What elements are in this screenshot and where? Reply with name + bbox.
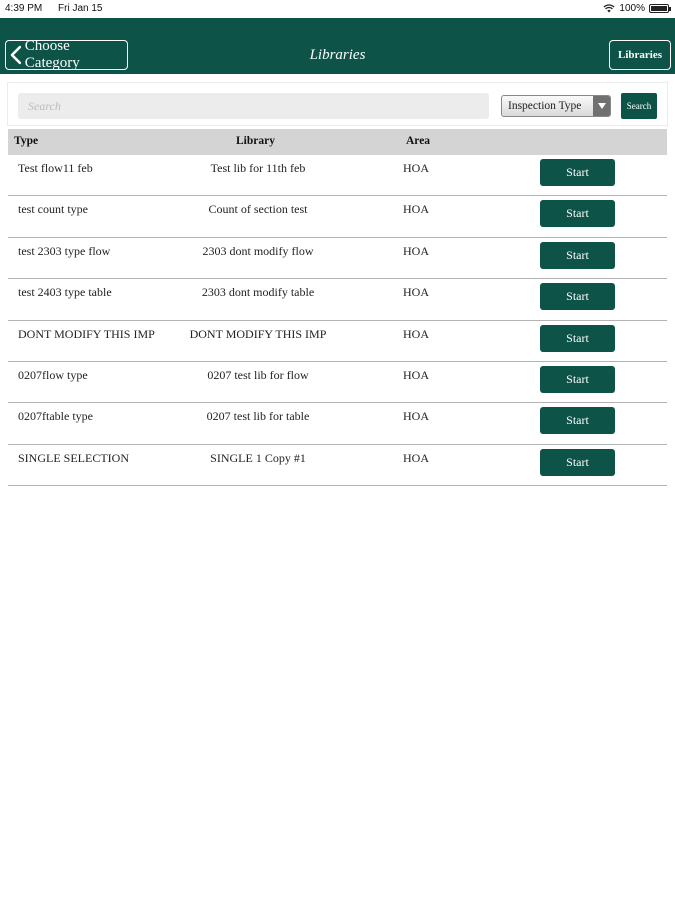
cell-library: SINGLE 1 Copy #1 <box>210 450 306 465</box>
cell-area: HOA <box>403 367 429 382</box>
table-row <box>8 362 667 403</box>
cell-library: DONT MODIFY THIS IMP <box>189 326 327 341</box>
wifi-icon <box>603 4 615 13</box>
libraries-table <box>8 129 667 486</box>
cell-area: HOA <box>403 409 429 424</box>
dropdown-arrow-icon <box>593 96 610 116</box>
search-panel <box>7 82 668 126</box>
cell-library: 0207 test lib for table <box>206 409 310 424</box>
search-input[interactable] <box>18 93 489 119</box>
start-button[interactable]: Start <box>540 283 615 310</box>
start-button[interactable]: Start <box>540 449 615 476</box>
cell-type: 0207flow type <box>18 367 88 382</box>
status-time: 4:39 PM <box>5 3 43 14</box>
start-button[interactable]: Start <box>540 407 615 434</box>
battery-percent: 100% <box>619 3 645 14</box>
navigation-bar <box>0 18 675 74</box>
cell-library: Test lib for 11th feb <box>210 161 306 175</box>
search-button[interactable]: Search <box>621 93 657 119</box>
table-row <box>8 321 667 362</box>
cell-area: HOA <box>403 161 429 175</box>
cell-library: 0207 test lib for flow <box>207 367 309 382</box>
status-indicators <box>603 3 669 14</box>
cell-area: HOA <box>403 450 429 465</box>
start-button[interactable]: Start <box>540 159 615 186</box>
cell-type: test 2303 type flow <box>18 243 111 258</box>
start-button[interactable]: Start <box>540 200 615 227</box>
battery-icon <box>649 4 669 13</box>
table-row <box>8 155 667 196</box>
cell-type: SINGLE SELECTION <box>18 450 129 465</box>
select-value: Inspection Type <box>508 100 582 112</box>
column-header-type: Type <box>14 135 39 147</box>
status-date: Fri Jan 15 <box>58 3 103 14</box>
cell-area: HOA <box>403 243 429 258</box>
start-button[interactable]: Start <box>540 325 615 352</box>
table-header <box>8 129 667 155</box>
table-row <box>8 445 667 486</box>
status-bar <box>0 0 675 18</box>
page-title: Libraries <box>309 47 366 63</box>
start-button[interactable]: Start <box>540 242 615 269</box>
libraries-button[interactable]: Libraries <box>609 40 671 70</box>
table-row <box>8 279 667 320</box>
table-row <box>8 403 667 444</box>
cell-library: Count of section test <box>208 202 308 217</box>
cell-type: 0207ftable type <box>18 409 93 424</box>
start-button[interactable]: Start <box>540 366 615 393</box>
column-header-library: Library <box>236 135 275 147</box>
cell-library: 2303 dont modify flow <box>202 243 314 258</box>
cell-area: HOA <box>403 326 429 341</box>
table-row <box>8 238 667 279</box>
inspection-type-select[interactable] <box>501 95 611 117</box>
back-button-label: Choose Category <box>24 38 80 71</box>
cell-type: test 2403 type table <box>18 285 112 300</box>
cell-area: HOA <box>403 285 429 300</box>
cell-area: HOA <box>403 202 429 217</box>
table-row <box>8 196 667 237</box>
cell-type: test count type <box>18 202 88 217</box>
cell-type: Test flow11 feb <box>18 161 93 175</box>
cell-library: 2303 dont modify table <box>201 285 315 300</box>
column-header-area: Area <box>406 135 431 147</box>
cell-type: DONT MODIFY THIS IMP <box>18 326 155 341</box>
